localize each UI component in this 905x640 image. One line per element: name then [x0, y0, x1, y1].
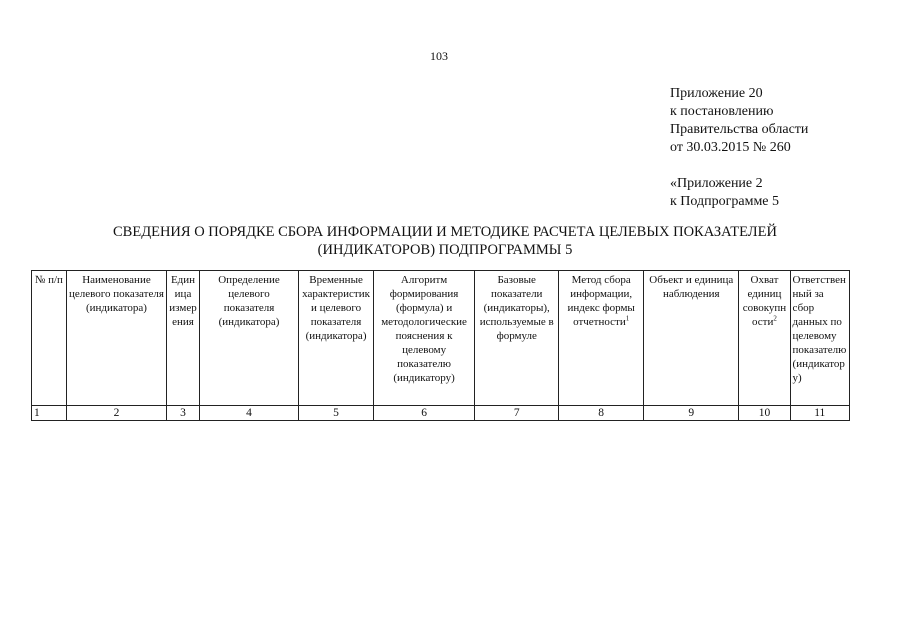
document-title [80, 223, 810, 259]
appendix-line: от 30.03.2015 № 260 [670, 140, 791, 155]
number-cell: 2 [66, 406, 166, 421]
appendix-line: к Подпрограмме 5 [670, 194, 780, 209]
number-cell: 6 [373, 406, 474, 421]
number-cell: 11 [790, 406, 849, 421]
header-cell: № п/п [32, 271, 67, 406]
appendix-line: к постановлению [670, 104, 774, 119]
appendix-line: «Приложение 2 [670, 176, 763, 191]
footnote-mark: 1 [625, 314, 630, 323]
column-number-row [32, 406, 850, 421]
header-text: Метод сбора информации, индекс формы отчетности [567, 274, 635, 328]
title-line: (ИНДИКАТОРОВ) ПОДПРОГРАММЫ 5 [317, 242, 573, 258]
header-cell: Наименование целевого показателя (индикатора) [66, 271, 166, 406]
number-cell: 9 [644, 406, 739, 421]
number-cell: 3 [167, 406, 200, 421]
header-cell: Объект и единица наблюдения [644, 271, 739, 406]
header-cell: Базовые показатели (индикаторы), используемые в формуле [475, 271, 559, 406]
appendix-line: Приложение 20 [670, 86, 763, 101]
header-cell: Временные характеристики целевого показателя (индикатора) [299, 271, 374, 406]
header-cell: Ответственный за сбор данных по целевому показателю (индикатору) [790, 271, 849, 406]
page-number: 103 [430, 49, 448, 63]
header-cell-with-footnote [739, 271, 790, 406]
indicators-table [31, 270, 850, 421]
number-cell: 10 [739, 406, 790, 421]
number-cell: 7 [475, 406, 559, 421]
footnote-mark: 2 [773, 314, 777, 323]
appendix-line: Правительства области [670, 122, 809, 137]
number-cell: 5 [299, 406, 374, 421]
header-cell-with-footnote [559, 271, 644, 406]
number-cell: 8 [559, 406, 644, 421]
number-cell: 4 [199, 406, 298, 421]
header-row [32, 271, 850, 406]
number-cell: 1 [32, 406, 67, 421]
title-line: СВЕДЕНИЯ О ПОРЯДКЕ СБОРА ИНФОРМАЦИИ И МЕТОДИКЕ РАСЧЕТА ЦЕЛЕВЫХ ПОКАЗАТЕЛЕЙ [113, 224, 777, 240]
header-cell: Алгоритм формирования (формула) и методологические пояснения к целевому показателю (индикатору) [373, 271, 474, 406]
header-text: Охват единиц совокупности [742, 274, 787, 328]
header-cell: Единица измерения [167, 271, 200, 406]
header-cell: Определение целевого показателя (индикатора) [199, 271, 298, 406]
appendix-block [670, 85, 808, 211]
